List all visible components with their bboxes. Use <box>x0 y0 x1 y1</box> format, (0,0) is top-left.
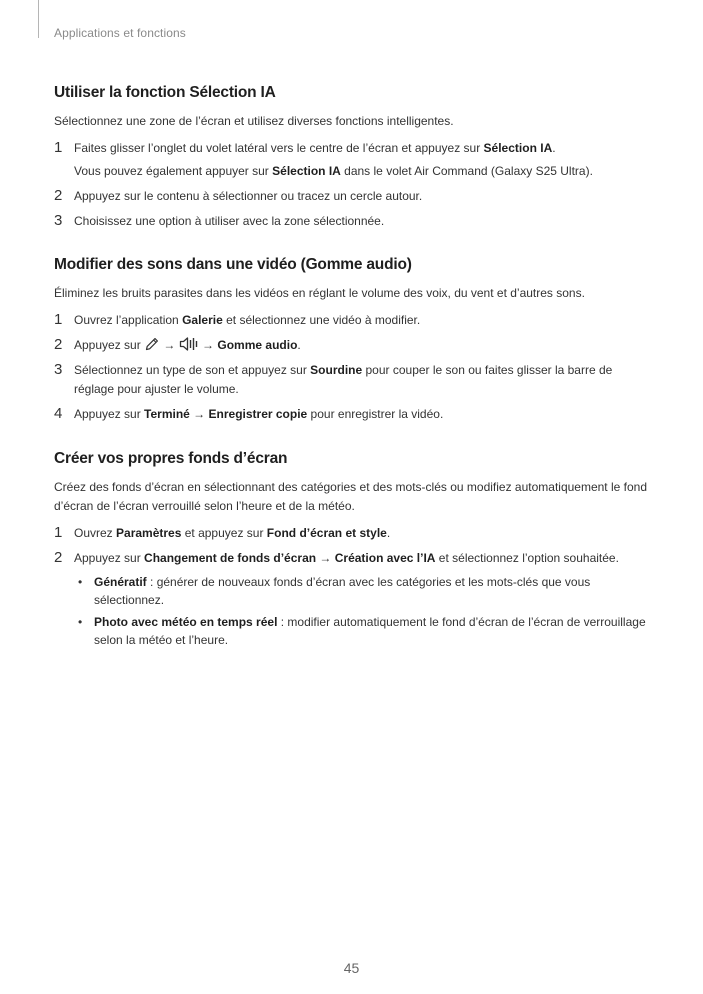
step-text: Ouvrez Paramètres et appuyez sur Fond d’écran et style. <box>74 526 391 540</box>
option-list <box>74 573 654 649</box>
ui-term: Sélection IA <box>272 164 341 178</box>
step-text: Appuyez sur Changement de fonds d’écran → Création avec l’IA et sélectionnez l’option souhaitée. <box>74 551 619 565</box>
step-number: 2 <box>54 336 63 353</box>
step-text: Appuyez sur le contenu à sélectionner ou tracez un cercle autour. <box>74 189 423 203</box>
section-gomme-audio <box>54 256 654 430</box>
step-text: Faites glisser l’onglet du volet latéral vers le centre de l’écran et appuyez sur Sélection IA. <box>74 141 556 155</box>
step-text: Sélectionnez un type de son et appuyez sur Sourdine pour couper le son ou faites glisser la barre de réglage pour ajuster le volume. <box>74 363 613 396</box>
ui-term: Gomme audio <box>217 338 298 352</box>
step-number: 1 <box>54 311 63 328</box>
bullet: • <box>78 615 83 629</box>
step-note: Vous pouvez également appuyer sur Sélection IA dans le volet Air Command (Galaxy S25 Ultra). <box>74 164 593 178</box>
ui-term: Génératif <box>94 575 147 589</box>
list-item: • Génératif : générer de nouveaux fonds d’écran avec les catégories et les mots-clés que vous sélectionnez. <box>78 575 591 607</box>
section-title: Créer vos propres fonds d’écran <box>54 450 288 467</box>
step-text: Appuyez sur → → Gomme audio. <box>74 338 301 352</box>
section-intro: Éliminez les bruits parasites dans les vidéos en réglant le volume des voix, du vent et d’autres sons. <box>54 286 585 300</box>
pencil-icon <box>144 336 160 352</box>
ui-term: Changement de fonds d’écran <box>144 551 317 565</box>
bullet: • <box>78 575 83 589</box>
section-selection-ia <box>54 84 654 237</box>
audio-eraser-icon <box>179 336 199 352</box>
ui-term: Sourdine <box>310 363 363 377</box>
step-text: Appuyez sur Terminé → Enregistrer copie pour enregistrer la vidéo. <box>74 407 444 421</box>
step-2 <box>54 549 654 649</box>
step-1 <box>54 139 654 181</box>
step-1 <box>54 524 654 543</box>
section-title: Modifier des sons dans une vidéo (Gomme audio) <box>54 256 412 273</box>
ui-term: Photo avec météo en temps réel <box>94 615 278 629</box>
section-intro: Créez des fonds d’écran en sélectionnant des catégories et des mots-clés ou modifiez automatiquement le fond d’écran de l’écran verrouillé selon l’heure et de la météo. <box>54 480 648 513</box>
step-number: 4 <box>54 405 63 422</box>
step-number: 3 <box>54 361 63 378</box>
ui-term: Fond d’écran et style <box>266 526 387 540</box>
section-fonds-ecran <box>54 450 654 655</box>
ui-term: Terminé <box>144 407 190 421</box>
section-intro: Sélectionnez une zone de l’écran et utilisez diverses fonctions intelligentes. <box>54 114 454 128</box>
ui-term: Enregistrer copie <box>208 407 308 421</box>
section-title: Utiliser la fonction Sélection IA <box>54 84 276 101</box>
ui-term: Paramètres <box>116 526 182 540</box>
step-number: 1 <box>54 524 63 541</box>
step-2 <box>54 336 654 355</box>
step-text: Choisissez une option à utiliser avec la zone sélectionnée. <box>74 214 385 228</box>
step-number: 3 <box>54 212 63 229</box>
running-header: Applications et fonctions <box>54 26 186 40</box>
step-2 <box>54 187 654 206</box>
step-number: 1 <box>54 139 63 156</box>
step-1 <box>54 311 654 330</box>
step-number: 2 <box>54 549 63 566</box>
step-text: Ouvrez l’application Galerie et sélectionnez une vidéo à modifier. <box>74 313 421 327</box>
ui-term: Création avec l’IA <box>334 551 436 565</box>
step-3 <box>54 212 654 231</box>
page-number: 45 <box>343 960 360 976</box>
ui-term: Galerie <box>182 313 223 327</box>
step-3 <box>54 361 654 399</box>
header-edge-line <box>38 0 39 38</box>
step-4 <box>54 405 654 424</box>
step-number: 2 <box>54 187 63 204</box>
ui-term: Sélection IA <box>483 141 553 155</box>
list-item: • Photo avec météo en temps réel : modifier automatiquement le fond d’écran de l’écran de verrouillage selon la météo et l’heure. <box>78 615 646 647</box>
